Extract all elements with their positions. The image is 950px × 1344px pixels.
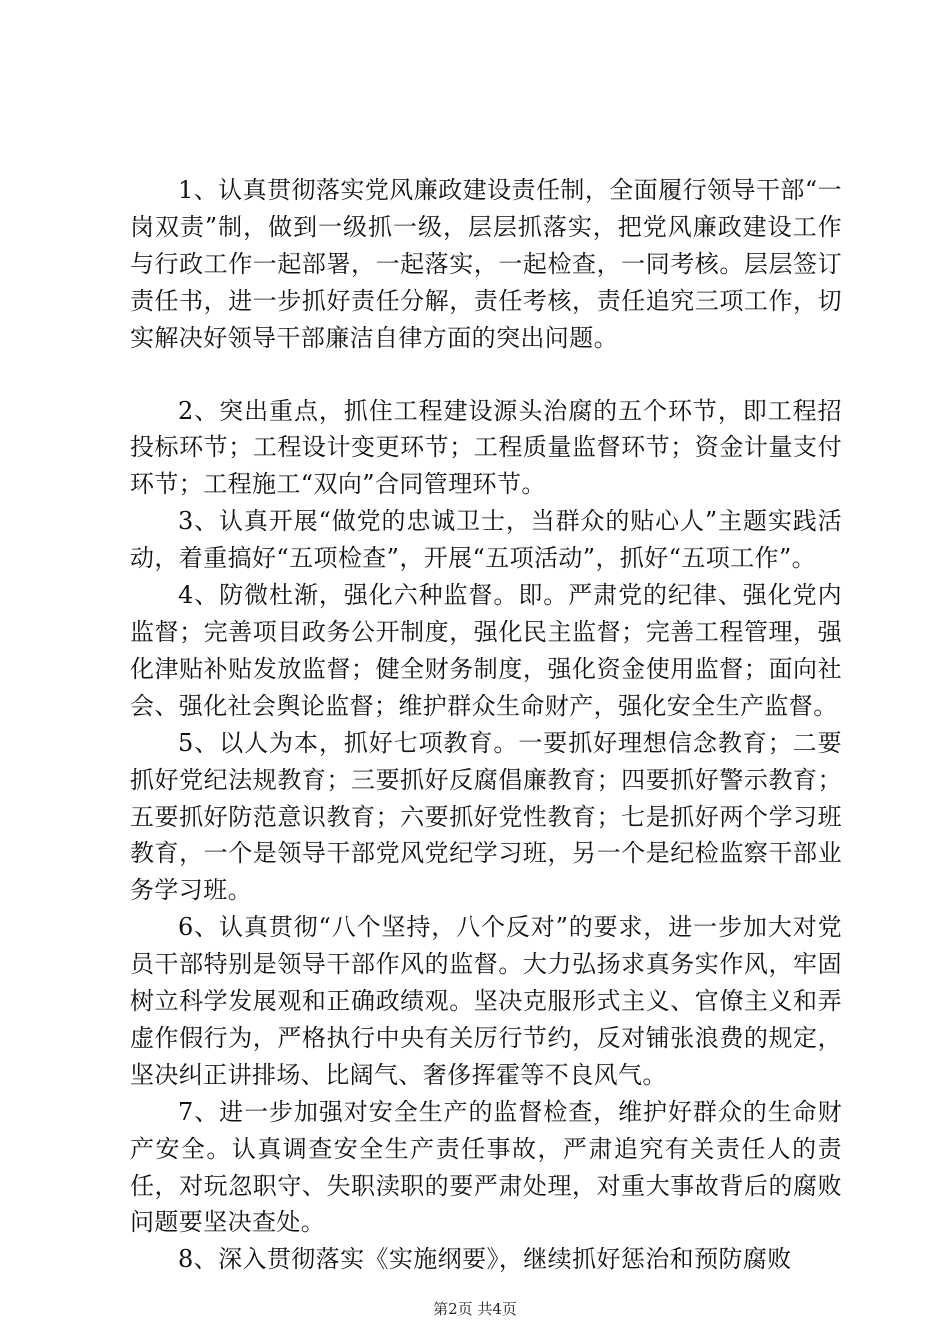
paragraph-6: 6、认真贯彻“八个坚持，八个反对”的要求，进一步加大对党员干部特别是领导干部作风的监督。大力弘扬求真务实作风，牢固树立科学发展观和正确政绩观。坚决克服形式主义、官僚主义和弄虚作假行为，严格执行中央有关厉行节约，反对铺张浪费的规定，坚决纠正讲排场、比阔气、奢侈挥霍等不良风气。	[130, 913, 842, 1089]
paragraph-7: 7、进一步加强对安全生产的监督检查，维护好群众的生命财产安全。认真调查安全生产责任事故，严肃追究有关责任人的责任，对玩忽职守、失职渎职的要严肃处理，对重大事故背后的腐败问题要坚决查处。	[130, 1097, 842, 1237]
page-footer	[0, 1299, 950, 1319]
paragraph-3: 3、认真开展“做党的忠诚卫士，当群众的贴心人”主题实践活动，着重搞好“五项检查”，开展“五项活动”，抓好“五项工作”。	[130, 507, 842, 573]
page-indicator: 第2页 共4页	[433, 1300, 517, 1318]
paragraph-5: 5、以人为本，抓好七项教育。一要抓好理想信念教育；二要抓好党纪法规教育；三要抓好反腐倡廉教育；四要抓好警示教育；五要抓好防范意识教育；六要抓好党性教育；七是抓好两个学习班教育，一个是领导干部党风党纪学习班，另一个是纪检监察干部业务学习班。	[130, 728, 842, 905]
paragraph-4: 4、防微杜渐，强化六种监督。即。严肃党的纪律、强化党内监督；完善项目政务公开制度，强化民主监督；完善工程管理，强化津贴补贴发放监督；健全财务制度，强化资金使用监督；面向社会、强化社会舆论监督；维护群众生命财产，强化安全生产监督。	[130, 581, 842, 720]
paragraph-1: 1、认真贯彻落实党风廉政建设责任制，全面履行领导干部“一岗双责”制，做到一级抓一级，层层抓落实，把党风廉政建设工作与行政工作一起部署，一起落实，一起检查，一同考核。层层签订责任书，进一步抓好责任分解，责任考核，责任追究三项工作，切实解决好领导干部廉洁自律方面的突出问题。	[130, 176, 842, 352]
document-body	[130, 172, 842, 1278]
paragraph-2: 2、突出重点，抓住工程建设源头治腐的五个环节，即工程招投标环节；工程设计变更环节；工程质量监督环节；资金计量支付环节；工程施工“双向”合同管理环节。	[130, 396, 842, 499]
paragraph-8: 8、深入贯彻落实《实施纲要》，继续抓好惩治和预防腐败	[178, 1245, 792, 1274]
